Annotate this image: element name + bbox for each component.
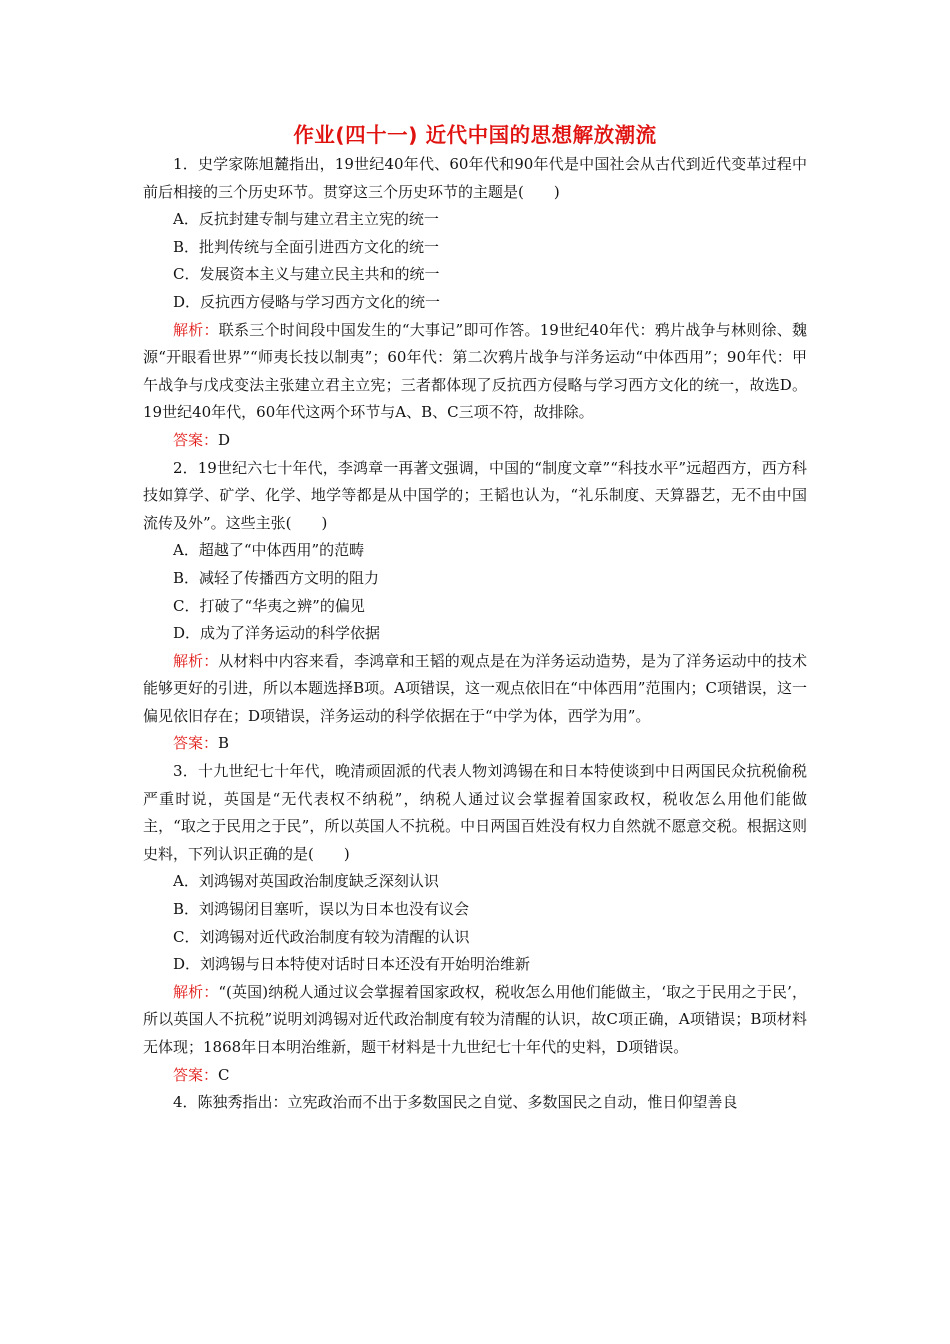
question-3-option-d: D．刘鸿锡与日本特使对话时日本还没有开始明治维新 bbox=[173, 955, 531, 974]
question-2-option-d: D．成为了洋务运动的科学依据 bbox=[173, 624, 381, 643]
question-1-option-b: B．批判传统与全面引进西方文化的统一 bbox=[173, 237, 440, 256]
analysis-label: 解析： bbox=[173, 320, 219, 339]
question-1-option-a: A．反抗封建专制与建立君主立宪的统一 bbox=[173, 210, 439, 229]
question-3-answer-value: C bbox=[218, 1065, 230, 1084]
question-1-analysis bbox=[143, 317, 807, 427]
question-3-analysis-text: “(英国)纳税人通过议会掌握着国家政权，税收怎么用他们能做主，‘取之于民用之于民’，所以英国人不抗税”说明刘鸿锡对近代政治制度有较为清醒的认识，故C项正确，A项错误；B项材料无体现；1868年日本明治维新，题干材料是十九世纪七十年代的史料，D项错误。 bbox=[143, 982, 807, 1056]
question-1-stem: 1．史学家陈旭麓指出，19世纪40年代、60年代和90年代是中国社会从古代到近代变革过程中前后相接的三个历史环节。贯穿这三个历史环节的主题是( ) bbox=[143, 155, 807, 201]
question-2-stem: 2．19世纪六七十年代，李鸿章一再著文强调，中国的“制度文章”“科技水平”远超西方，西方科技如算学、矿学、化学、地学等都是从中国学的；王韬也认为，“礼乐制度、天算器艺，无不由中国流传及外”。这些主张( ) bbox=[143, 458, 807, 532]
answer-label: 答案： bbox=[173, 430, 219, 449]
answer-label: 答案： bbox=[173, 1065, 219, 1084]
analysis-label: 解析： bbox=[173, 651, 219, 670]
question-2-option-b: B．减轻了传播西方文明的阻力 bbox=[173, 568, 380, 587]
question-3-answer bbox=[143, 1062, 807, 1090]
question-2-analysis bbox=[143, 648, 807, 731]
question-1-answer-value: D bbox=[218, 430, 231, 449]
question-2-option-a: A．超越了“中体西用”的范畴 bbox=[173, 541, 365, 560]
question-1-option-c: C．发展资本主义与建立民主共和的统一 bbox=[173, 265, 440, 284]
question-3-option-a: A．刘鸿锡对英国政治制度缺乏深刻认识 bbox=[173, 872, 439, 891]
question-2-option-c: C．打破了“华夷之辨”的偏见 bbox=[173, 596, 365, 615]
analysis-label: 解析： bbox=[173, 982, 219, 1001]
question-1-option-d: D．反抗西方侵略与学习西方文化的统一 bbox=[173, 292, 441, 311]
question-2-answer-value: B bbox=[218, 734, 230, 753]
document-body bbox=[143, 151, 807, 1117]
question-2-analysis-text: 从材料中内容来看，李鸿章和王韬的观点是在为洋务运动造势，是为了洋务运动中的技术能够更好的引进，所以本题选择B项。A项错误，这一观点依旧在“中体西用”范围内；C项错误，这一偏见依旧存在；D项错误，洋务运动的科学依据在于“中学为体，西学为用”。 bbox=[143, 651, 807, 725]
question-3-option-b: B．刘鸿锡闭目塞听，误以为日本也没有议会 bbox=[173, 900, 470, 919]
question-1-answer bbox=[143, 427, 807, 455]
question-3-stem: 3．十九世纪七十年代，晚清顽固派的代表人物刘鸿锡在和日本特使谈到中日两国民众抗税偷税严重时说，英国是“无代表权不纳税”，纳税人通过议会掌握着国家政权，税收怎么用他们能做主，“取之于民用之于民”，所以英国人不抗税。中日两国百姓没有权力自然就不愿意交税。根据这则史料，下列认识正确的是( ) bbox=[143, 762, 807, 863]
page-title: 作业(四十一) 近代中国的思想解放潮流 bbox=[293, 123, 657, 147]
question-4-stem: 4．陈独秀指出：立宪政治而不出于多数国民之自觉、多数国民之自动，惟日仰望善良 bbox=[173, 1093, 738, 1112]
question-3-option-c: C．刘鸿锡对近代政治制度有较为清醒的认识 bbox=[173, 927, 470, 946]
question-1-analysis-text: 联系三个时间段中国发生的“大事记”即可作答。19世纪40年代：鸦片战争与林则徐、魏源“开眼看世界”“师夷长技以制夷”；60年代：第二次鸦片战争与洋务运动“中体西用”；90年代：甲午战争与戊戌变法主张建立君主立宪；三者都体现了反抗西方侵略与学习西方文化的统一，故选D。19世纪40年代，60年代这两个环节与A、B、C三项不符，故排除。 bbox=[143, 320, 807, 422]
question-2-answer bbox=[143, 730, 807, 758]
question-3-analysis bbox=[143, 979, 807, 1062]
answer-label: 答案： bbox=[173, 734, 219, 753]
